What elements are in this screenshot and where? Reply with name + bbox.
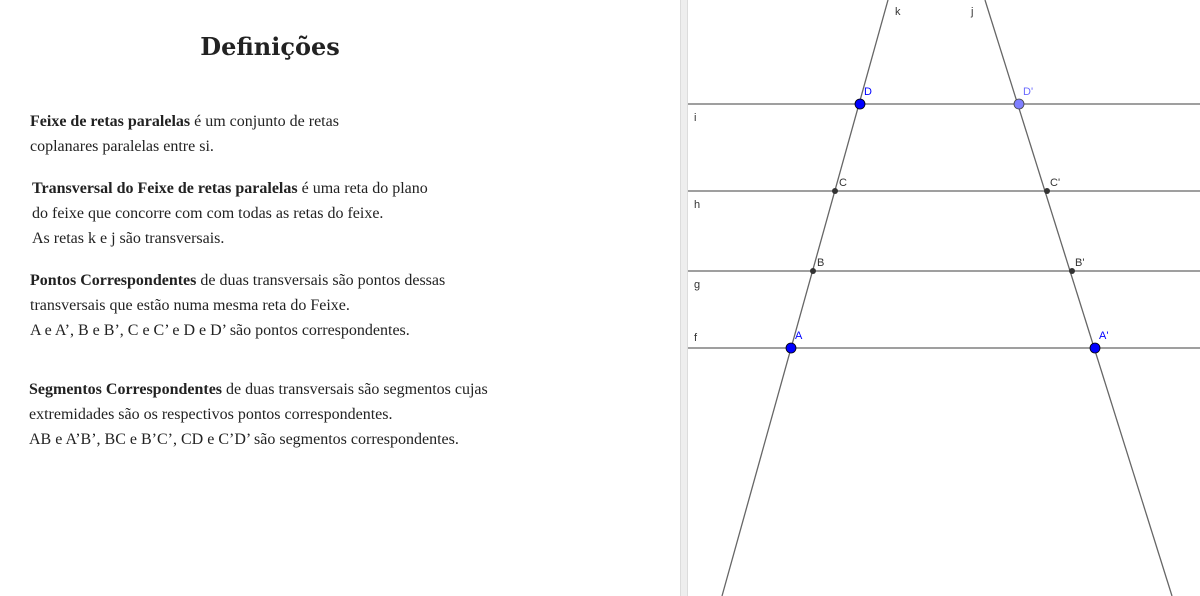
label-point-C-prime: C' (1050, 177, 1061, 189)
point-B (810, 268, 816, 274)
label-point-C: C (839, 177, 847, 189)
definition-segmentos: Segmentos Correspondentes de duas transversais são segmentos cujas extremidades são os respectivos pontos correspondentes. AB e A’B’, BC e B’C’, CD e C’D’ são segmentos correspondentes. (29, 381, 488, 448)
label-point-D: D (864, 86, 872, 98)
term-segmentos: Segmentos Correspondentes (29, 381, 223, 398)
point-D[interactable] (855, 99, 865, 109)
label-point-B: B (817, 257, 825, 269)
point-A[interactable] (786, 343, 796, 353)
label-point-A: A (795, 330, 803, 342)
point-A-prime[interactable] (1090, 343, 1100, 353)
page-title: Definições (200, 32, 340, 61)
definition-pontos: Pontos Correspondentes de duas transversais são pontos dessas transversais que estão numa mesma reta do Feixe. A e A’, B e B’, C e C’ e D e D’ são pontos correspondentes. (30, 272, 446, 339)
geometry-canvas[interactable] (688, 0, 1200, 596)
term-pontos: Pontos Correspondentes (30, 272, 197, 289)
term-transversal: Transversal do Feixe de retas paralelas (32, 180, 298, 197)
label-point-B-prime: B' (1075, 257, 1085, 269)
point-D-prime[interactable] (1014, 99, 1024, 109)
label-line-i: i (694, 112, 697, 124)
point-C (832, 188, 838, 194)
term-feixe: Feixe de retas paralelas (30, 113, 191, 130)
definition-transversal: Transversal do Feixe de retas paralelas é uma reta do plano do feixe que concorre com com todas as retas do feixe. As retas k e j são transversais. (32, 180, 428, 247)
label-point-D-prime: D' (1023, 86, 1034, 98)
label-line-f: f (694, 332, 698, 344)
label-line-g: g (694, 279, 701, 291)
label-point-A-prime: A' (1099, 330, 1109, 342)
graphics-view[interactable] (688, 0, 1200, 596)
label-line-j: j (971, 6, 974, 18)
label-line-k: k (895, 6, 901, 18)
label-line-h: h (694, 199, 701, 211)
panel-divider[interactable] (680, 0, 688, 596)
line-j[interactable] (985, 0, 1172, 596)
definition-feixe: Feixe de retas paralelas é um conjunto de retas coplanares paralelas entre si. (30, 113, 339, 155)
